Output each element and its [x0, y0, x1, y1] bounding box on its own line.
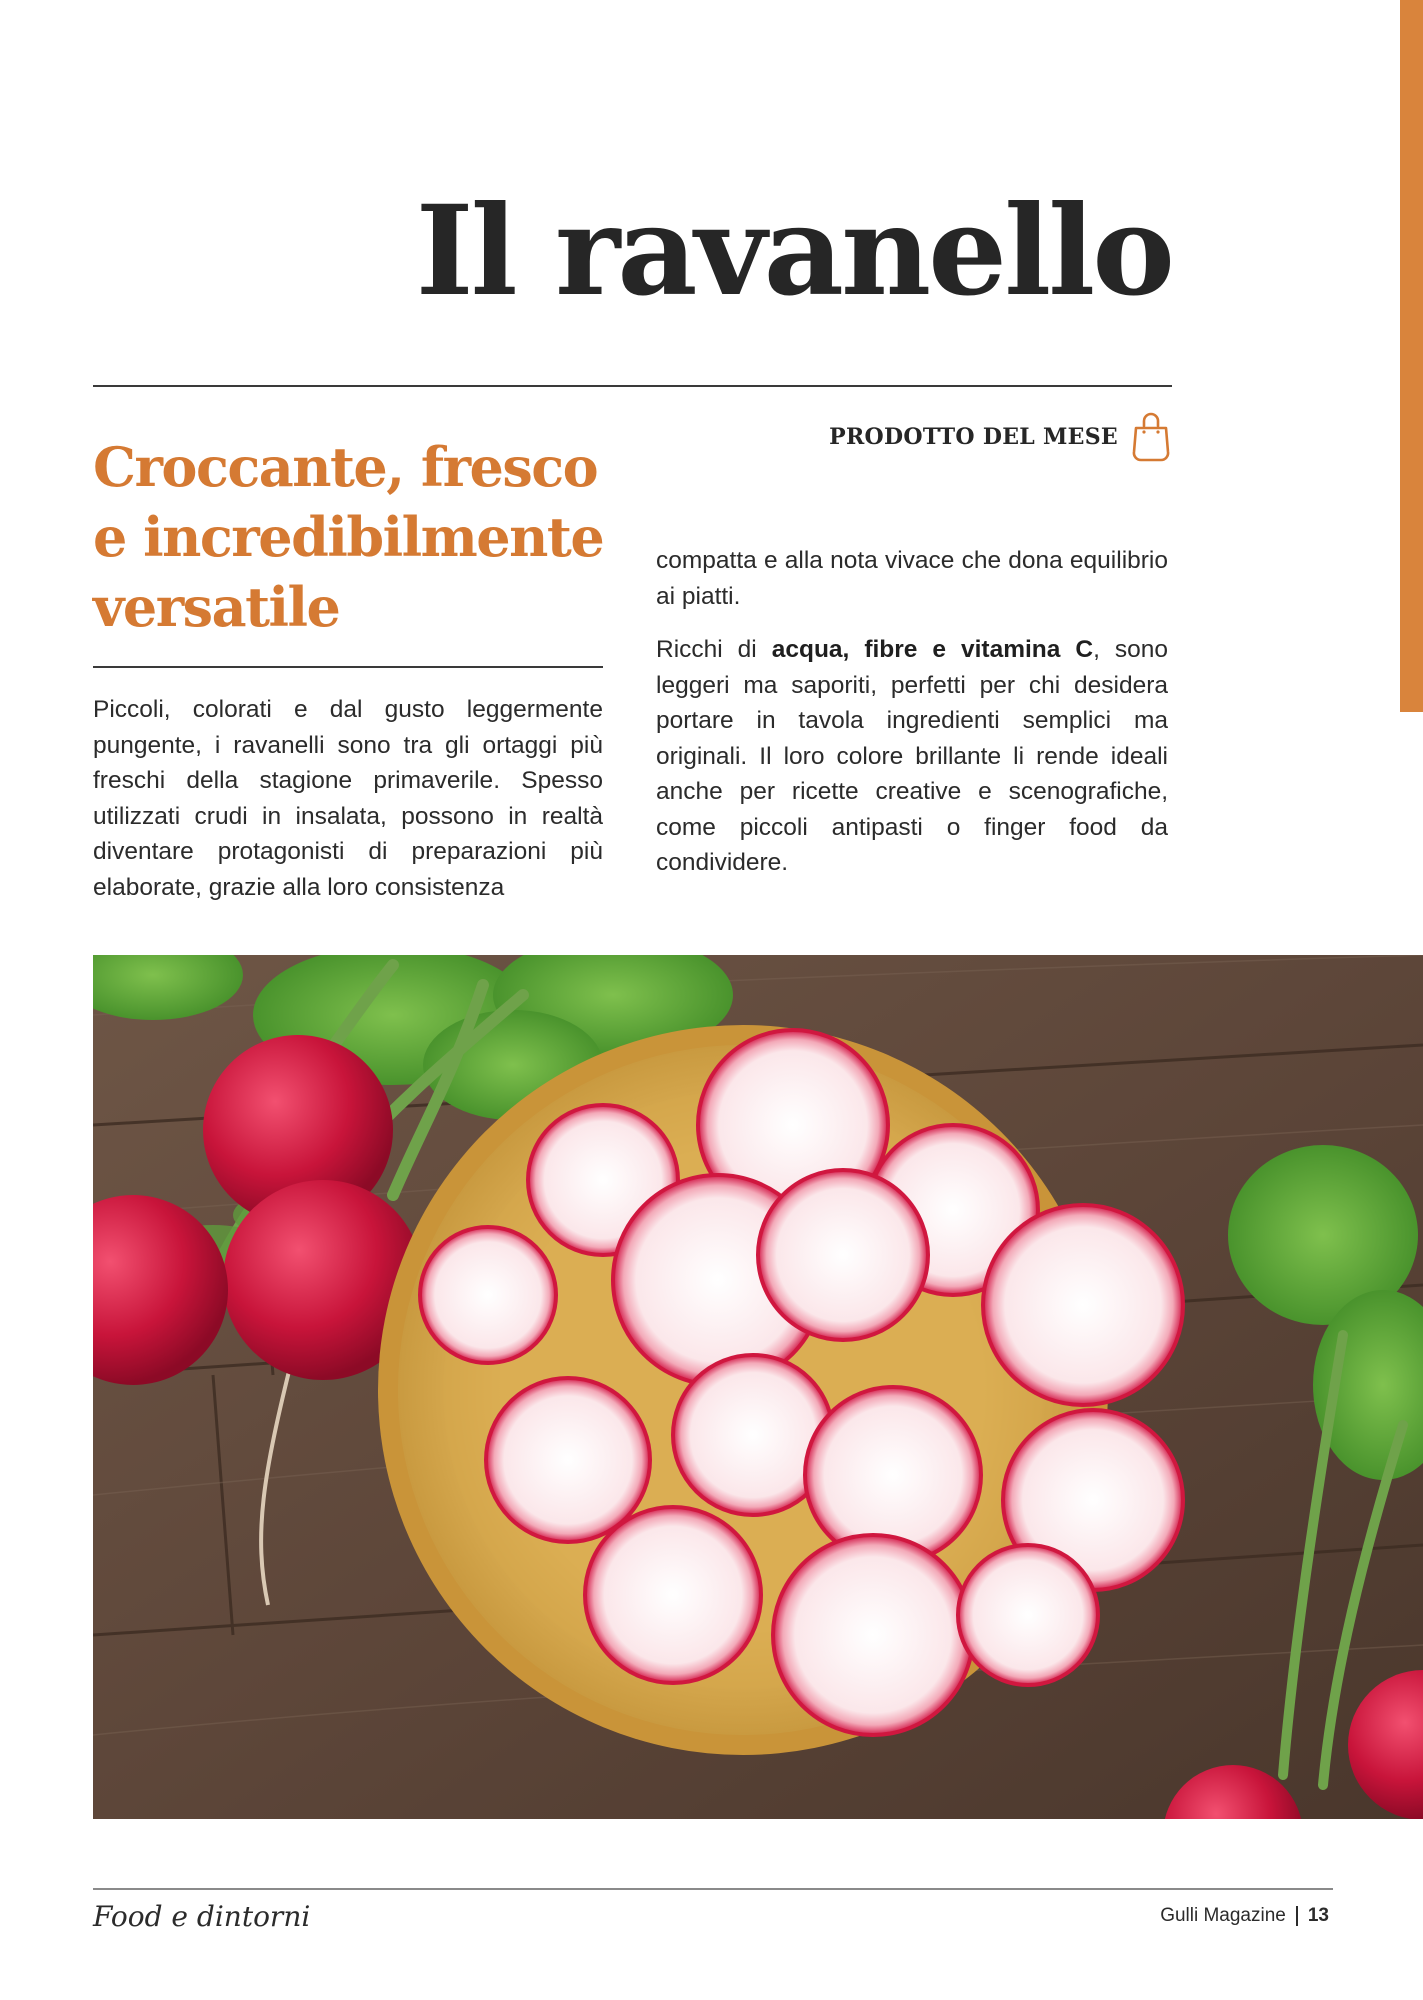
page-number: 13 — [1307, 1905, 1329, 1926]
edge-accent-bar — [1400, 0, 1423, 712]
page-title: Il ravanello — [415, 179, 1172, 324]
highlight-nutrients: acqua, fibre e vitamina C — [771, 636, 1094, 663]
body-text-left: Piccoli, colorati e dal gusto leggermente pungente, i ravanelli sono tra gli ortaggi più freschi della stagione primaverile. Spesso utilizzati crudi in insalata, possono in realtà diventare protagonisti di preparazioni più elaborate, grazie alla loro consistenza — [93, 696, 603, 901]
footer-divider — [93, 1888, 1333, 1890]
magazine-name: Gulli Magazine — [1160, 1905, 1286, 1926]
body-paragraph: compatta e alla nota vivace che dona equilibrio ai piatti. — [656, 547, 1168, 610]
footer-separator — [1296, 1906, 1298, 1926]
title-divider — [93, 385, 1172, 387]
radish-photo — [93, 955, 1423, 1819]
footer-publication — [1160, 1905, 1329, 1927]
shopping-bag-icon — [1130, 412, 1172, 462]
body-text-right — [656, 543, 1168, 899]
section-label — [829, 412, 1172, 462]
article-subtitle: Croccante, fresco e incredibilmente versatile — [93, 435, 604, 639]
radish-bowl-illustration — [93, 955, 1423, 1819]
subtitle-divider — [93, 666, 603, 668]
body-paragraph: Ricchi di acqua, fibre e vitamina C, sono leggeri ma saporiti, perfetti per chi desidera portare in tavola ingredienti semplici ma originali. Il loro colore brillante li rende ideali anche per ricette creative e scenografiche, come piccoli antipasti o finger food da condividere. — [656, 636, 1168, 876]
section-label-text: PRODOTTO DEL MESE — [829, 424, 1118, 450]
footer-section-name: Food e dintorni — [93, 1900, 311, 1933]
